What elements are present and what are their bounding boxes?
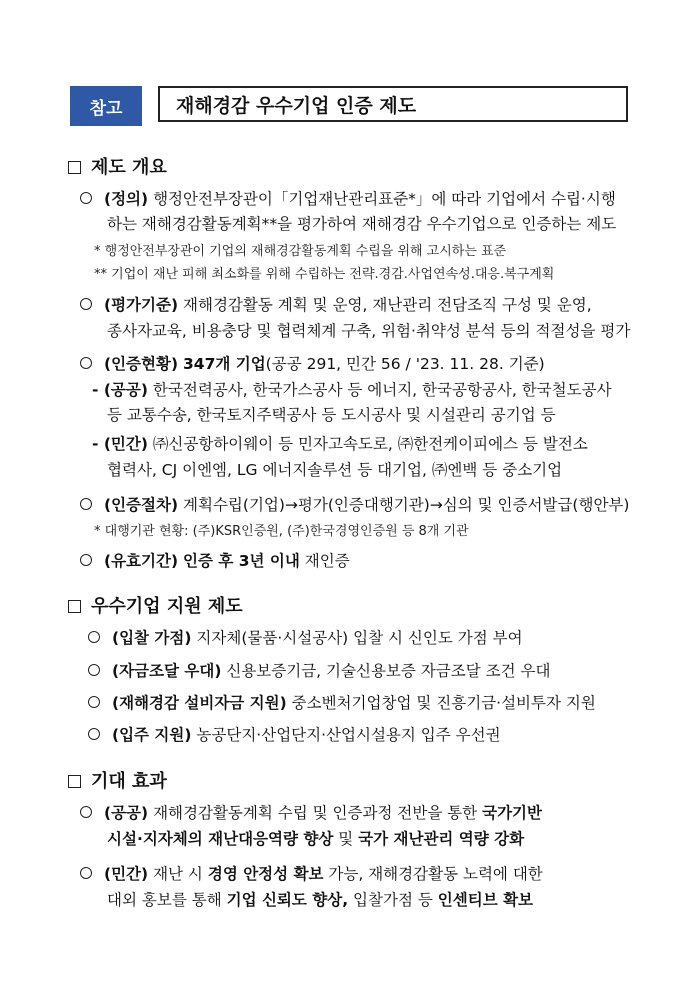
status-item: (인증현황) 347개 기업(공공 291, 민간 56 / '23. 11. 28. 기준) bbox=[80, 352, 545, 374]
circle-bullet-icon bbox=[88, 696, 100, 708]
circle-bullet-icon bbox=[80, 867, 92, 879]
square-bullet-icon bbox=[68, 600, 81, 613]
definition-note2: ** 기업이 재난 피해 최소화를 위해 수립하는 전략.경감.사업연속성.대응.복구계획 bbox=[94, 267, 555, 282]
criteria-item: (평가기준) 재해경감활동 계획 및 운영, 재난관리 전담조직 구성 및 운영, bbox=[80, 293, 592, 315]
circle-bullet-icon bbox=[88, 631, 100, 643]
square-bullet-icon bbox=[68, 161, 81, 174]
status-private-line2: 협력사, CJ 이엔엠, LG 에너지솔루션 등 대기업, ㈜엔백 등 중소기업 bbox=[107, 461, 563, 479]
circle-bullet-icon bbox=[88, 664, 100, 676]
effect-private: (민간) 재난 시 경영 안정성 확보 가능, 재해경감활동 노력에 대한 bbox=[80, 862, 543, 884]
page-title: 재해경감 우수기업 인증 제도 bbox=[158, 86, 628, 122]
effect-public-line2: 시설·지자체의 재난대응역량 향상 및 국가 재난관리 역량 강화 bbox=[107, 830, 525, 848]
definition-line2: 하는 재해경감활동계획**을 평가하여 재해경감 우수기업으로 인증하는 제도 bbox=[107, 215, 617, 233]
support-item: (입주 지원) 농공단지·산업단지·산업시설용지 입주 우선권 bbox=[88, 723, 501, 745]
circle-bullet-icon bbox=[80, 192, 92, 204]
procedure-note: * 대행기관 현황: (주)KSR인증원, (주)한국경영인증원 등 8개 기관 bbox=[94, 524, 469, 539]
status-public-line2: 등 교통수송, 한국토지주택공사 등 도시공사 및 시설관리 공기업 등 bbox=[107, 406, 556, 424]
circle-bullet-icon bbox=[88, 728, 100, 740]
effect-private-line2: 대외 홍보를 통해 기업 신뢰도 향상, 입찰가점 등 인센티브 확보 bbox=[107, 891, 534, 909]
validity-item: (유효기간) 인증 후 3년 이내 재인증 bbox=[80, 549, 350, 571]
status-private: - (민간) ㈜신공항하이웨이 등 민자고속도로, ㈜한전케이피에스 등 발전소 bbox=[92, 435, 588, 453]
definition-note1: * 행정안전부장관이 기업의 재해경감활동계획 수립을 위해 고시하는 표준 bbox=[94, 244, 507, 259]
section-support-title: 우수기업 지원 제도 bbox=[68, 592, 243, 618]
support-item: (재해경감 설비자금 지원) 중소벤처기업창업 및 진흥기금·설비투자 지원 bbox=[88, 691, 596, 713]
section-overview-title: 제도 개요 bbox=[68, 153, 167, 179]
reference-tag: 참고 bbox=[70, 86, 142, 126]
definition-item: (정의) 행정안전부장관이「기업재난관리표준*」에 따라 기업에서 수립·시행 bbox=[80, 187, 616, 209]
section-effects-title: 기대 효과 bbox=[68, 767, 167, 793]
circle-bullet-icon bbox=[80, 498, 92, 510]
procedure-item: (인증절차) 계획수립(기업)→평가(인증대행기관)→심의 및 인증서발급(행안부) bbox=[80, 493, 629, 515]
support-item: (자금조달 우대) 신용보증기금, 기술신용보증 자금조달 조건 우대 bbox=[88, 659, 550, 681]
circle-bullet-icon bbox=[80, 554, 92, 566]
status-public: - (공공) 한국전력공사, 한국가스공사 등 에너지, 한국공항공사, 한국철도공사 bbox=[92, 381, 612, 399]
reference-header bbox=[70, 86, 630, 126]
circle-bullet-icon bbox=[80, 298, 92, 310]
criteria-line2: 종사자교육, 비용충당 및 협력체계 구축, 위험·취약성 분석 등의 적절성을 평가 bbox=[107, 322, 631, 340]
effect-public: (공공) 재해경감활동계획 수립 및 인증과정 전반을 통한 국가기반 bbox=[80, 801, 542, 823]
support-item: (입찰 가점) 지자체(물품·시설공사) 입찰 시 신인도 가점 부여 bbox=[88, 626, 523, 648]
circle-bullet-icon bbox=[80, 357, 92, 369]
circle-bullet-icon bbox=[80, 806, 92, 818]
square-bullet-icon bbox=[68, 775, 81, 788]
